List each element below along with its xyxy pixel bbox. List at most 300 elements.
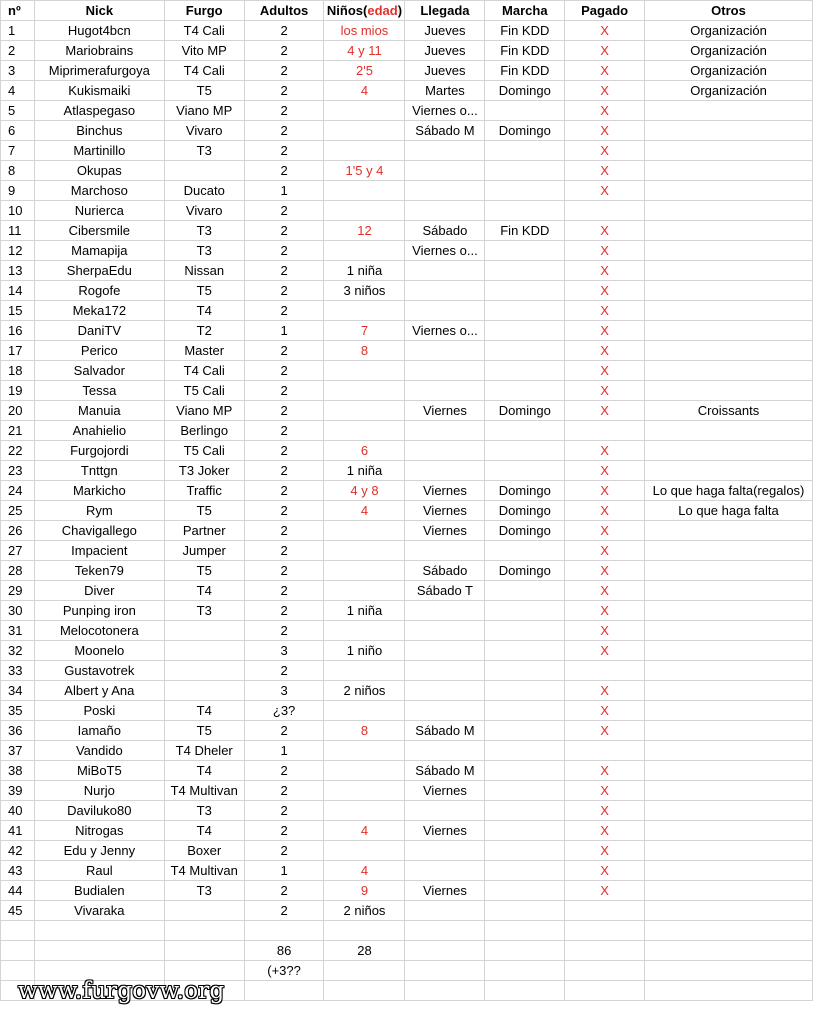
cell-llegada[interactable]: Viernes xyxy=(405,781,485,801)
cell-pagado[interactable]: X xyxy=(565,141,645,161)
cell-adultos[interactable]: 2 xyxy=(244,801,324,821)
cell-furgo[interactable] xyxy=(164,681,244,701)
cell-furgo[interactable]: T4 Multivan xyxy=(164,781,244,801)
cell-pagado[interactable]: X xyxy=(565,521,645,541)
cell-marcha[interactable] xyxy=(485,601,565,621)
cell-ninos[interactable] xyxy=(324,561,405,581)
cell-furgo[interactable]: T3 xyxy=(164,141,244,161)
cell-nick[interactable]: Daviluko80 xyxy=(34,801,164,821)
cell-furgo[interactable]: T5 xyxy=(164,501,244,521)
cell-marcha[interactable] xyxy=(485,181,565,201)
empty-cell[interactable] xyxy=(645,961,813,981)
cell-marcha[interactable]: Domingo xyxy=(485,521,565,541)
cell-pagado[interactable]: X xyxy=(565,881,645,901)
cell-ninos[interactable] xyxy=(324,761,405,781)
cell-marcha[interactable] xyxy=(485,381,565,401)
cell-ninos[interactable] xyxy=(324,421,405,441)
cell-pagado[interactable]: X xyxy=(565,701,645,721)
cell-num[interactable]: 7 xyxy=(1,141,35,161)
cell-adultos[interactable]: 2 xyxy=(244,821,324,841)
cell-ninos[interactable]: 1'5 y 4 xyxy=(324,161,405,181)
cell-nick[interactable]: Nurierca xyxy=(34,201,164,221)
cell-pagado[interactable] xyxy=(565,741,645,761)
cell-llegada[interactable] xyxy=(405,461,485,481)
cell-marcha[interactable] xyxy=(485,641,565,661)
cell-otros[interactable]: Organización xyxy=(645,41,813,61)
cell-marcha[interactable] xyxy=(485,821,565,841)
cell-pagado[interactable]: X xyxy=(565,841,645,861)
cell-adultos[interactable]: 2 xyxy=(244,401,324,421)
cell-adultos[interactable]: 1 xyxy=(244,321,324,341)
cell-num[interactable]: 18 xyxy=(1,361,35,381)
cell-otros[interactable]: Organización xyxy=(645,61,813,81)
cell-adultos[interactable]: 2 xyxy=(244,521,324,541)
cell-marcha[interactable] xyxy=(485,141,565,161)
cell-furgo[interactable]: T3 xyxy=(164,881,244,901)
cell-llegada[interactable] xyxy=(405,661,485,681)
cell-pagado[interactable]: X xyxy=(565,481,645,501)
cell-furgo[interactable]: T4 xyxy=(164,581,244,601)
cell-furgo[interactable]: Nissan xyxy=(164,261,244,281)
cell-num[interactable]: 14 xyxy=(1,281,35,301)
cell-adultos[interactable]: 2 xyxy=(244,361,324,381)
cell-nick[interactable]: Nitrogas xyxy=(34,821,164,841)
cell-otros[interactable] xyxy=(645,761,813,781)
cell-num[interactable]: 26 xyxy=(1,521,35,541)
cell-otros[interactable] xyxy=(645,521,813,541)
cell-pagado[interactable]: X xyxy=(565,561,645,581)
cell-otros[interactable] xyxy=(645,301,813,321)
cell-nick[interactable]: Mariobrains xyxy=(34,41,164,61)
empty-cell[interactable] xyxy=(164,941,244,961)
cell-otros[interactable] xyxy=(645,601,813,621)
cell-ninos[interactable]: 4 xyxy=(324,81,405,101)
cell-nick[interactable]: Cibersmile xyxy=(34,221,164,241)
cell-otros[interactable] xyxy=(645,681,813,701)
cell-pagado[interactable] xyxy=(565,201,645,221)
cell-marcha[interactable] xyxy=(485,781,565,801)
cell-nick[interactable]: Poski xyxy=(34,701,164,721)
empty-cell[interactable] xyxy=(324,921,405,941)
cell-furgo[interactable]: T5 xyxy=(164,81,244,101)
cell-adultos[interactable]: 1 xyxy=(244,181,324,201)
cell-ninos[interactable]: 12 xyxy=(324,221,405,241)
cell-otros[interactable]: Lo que haga falta xyxy=(645,501,813,521)
cell-pagado[interactable]: X xyxy=(565,381,645,401)
cell-pagado[interactable]: X xyxy=(565,721,645,741)
cell-num[interactable]: 24 xyxy=(1,481,35,501)
cell-num[interactable]: 15 xyxy=(1,301,35,321)
empty-cell[interactable] xyxy=(645,981,813,1001)
cell-llegada[interactable]: Viernes xyxy=(405,821,485,841)
cell-llegada[interactable] xyxy=(405,861,485,881)
cell-furgo[interactable]: T3 xyxy=(164,801,244,821)
cell-ninos[interactable]: 1 niño xyxy=(324,641,405,661)
cell-ninos[interactable] xyxy=(324,101,405,121)
cell-otros[interactable] xyxy=(645,141,813,161)
cell-num[interactable]: 32 xyxy=(1,641,35,661)
cell-nick[interactable]: Chavigallego xyxy=(34,521,164,541)
cell-ninos[interactable]: 4 y 11 xyxy=(324,41,405,61)
cell-marcha[interactable] xyxy=(485,201,565,221)
cell-adultos[interactable]: 2 xyxy=(244,301,324,321)
cell-llegada[interactable]: Viernes xyxy=(405,521,485,541)
cell-nick[interactable]: Meka172 xyxy=(34,301,164,321)
cell-pagado[interactable]: X xyxy=(565,441,645,461)
cell-pagado[interactable]: X xyxy=(565,601,645,621)
cell-nick[interactable]: Hugot4bcn xyxy=(34,21,164,41)
cell-ninos[interactable]: 9 xyxy=(324,881,405,901)
cell-llegada[interactable] xyxy=(405,141,485,161)
cell-furgo[interactable]: T3 xyxy=(164,221,244,241)
cell-marcha[interactable] xyxy=(485,361,565,381)
cell-adultos[interactable]: 2 xyxy=(244,261,324,281)
cell-furgo[interactable]: T3 xyxy=(164,241,244,261)
cell-llegada[interactable]: Sábado T xyxy=(405,581,485,601)
cell-ninos[interactable]: 2 niños xyxy=(324,681,405,701)
cell-nick[interactable]: Vivaraka xyxy=(34,901,164,921)
cell-furgo[interactable]: Vivaro xyxy=(164,121,244,141)
cell-nick[interactable]: Melocotonera xyxy=(34,621,164,641)
cell-pagado[interactable]: X xyxy=(565,281,645,301)
cell-pagado[interactable]: X xyxy=(565,321,645,341)
cell-ninos[interactable]: 2'5 xyxy=(324,61,405,81)
cell-adultos[interactable]: 1 xyxy=(244,861,324,881)
cell-adultos[interactable]: 2 xyxy=(244,541,324,561)
cell-llegada[interactable] xyxy=(405,341,485,361)
cell-num[interactable]: 13 xyxy=(1,261,35,281)
cell-marcha[interactable] xyxy=(485,281,565,301)
cell-pagado[interactable]: X xyxy=(565,641,645,661)
empty-cell[interactable] xyxy=(164,921,244,941)
cell-nick[interactable]: Furgojordi xyxy=(34,441,164,461)
cell-llegada[interactable]: Sábado xyxy=(405,221,485,241)
cell-llegada[interactable]: Viernes o... xyxy=(405,101,485,121)
cell-furgo[interactable]: Viano MP xyxy=(164,101,244,121)
cell-llegada[interactable] xyxy=(405,441,485,461)
cell-furgo[interactable]: T5 Cali xyxy=(164,381,244,401)
cell-nick[interactable]: Anahielio xyxy=(34,421,164,441)
cell-num[interactable]: 40 xyxy=(1,801,35,821)
empty-cell[interactable] xyxy=(405,921,485,941)
cell-otros[interactable] xyxy=(645,821,813,841)
cell-pagado[interactable]: X xyxy=(565,41,645,61)
empty-cell[interactable] xyxy=(565,941,645,961)
cell-marcha[interactable]: Domingo xyxy=(485,561,565,581)
cell-llegada[interactable]: Sábado M xyxy=(405,121,485,141)
cell-adultos[interactable]: 2 xyxy=(244,41,324,61)
cell-nick[interactable]: Impacient xyxy=(34,541,164,561)
cell-adultos[interactable]: 2 xyxy=(244,421,324,441)
cell-adultos[interactable]: 2 xyxy=(244,761,324,781)
total-ninos[interactable]: 28 xyxy=(324,941,405,961)
cell-marcha[interactable] xyxy=(485,101,565,121)
cell-ninos[interactable]: 2 niños xyxy=(324,901,405,921)
cell-otros[interactable] xyxy=(645,161,813,181)
cell-otros[interactable] xyxy=(645,181,813,201)
cell-num[interactable]: 5 xyxy=(1,101,35,121)
cell-llegada[interactable] xyxy=(405,281,485,301)
cell-adultos[interactable]: 2 xyxy=(244,501,324,521)
cell-llegada[interactable] xyxy=(405,681,485,701)
cell-llegada[interactable] xyxy=(405,181,485,201)
cell-marcha[interactable] xyxy=(485,241,565,261)
cell-llegada[interactable] xyxy=(405,361,485,381)
cell-furgo[interactable]: T2 xyxy=(164,321,244,341)
header-marcha[interactable]: Marcha xyxy=(485,1,565,21)
cell-ninos[interactable]: 8 xyxy=(324,721,405,741)
cell-nick[interactable]: Raul xyxy=(34,861,164,881)
cell-otros[interactable]: Croissants xyxy=(645,401,813,421)
cell-marcha[interactable] xyxy=(485,761,565,781)
header-ninos[interactable] xyxy=(324,1,405,21)
cell-llegada[interactable] xyxy=(405,161,485,181)
cell-llegada[interactable] xyxy=(405,641,485,661)
cell-nick[interactable]: Budialen xyxy=(34,881,164,901)
cell-otros[interactable] xyxy=(645,721,813,741)
cell-pagado[interactable] xyxy=(565,901,645,921)
cell-marcha[interactable]: Domingo xyxy=(485,501,565,521)
cell-nick[interactable]: Kukismaiki xyxy=(34,81,164,101)
cell-num[interactable]: 17 xyxy=(1,341,35,361)
cell-num[interactable]: 21 xyxy=(1,421,35,441)
empty-cell[interactable] xyxy=(485,921,565,941)
cell-llegada[interactable] xyxy=(405,741,485,761)
cell-adultos[interactable]: 1 xyxy=(244,741,324,761)
cell-llegada[interactable]: Jueves xyxy=(405,41,485,61)
cell-ninos[interactable] xyxy=(324,401,405,421)
cell-ninos[interactable] xyxy=(324,581,405,601)
cell-adultos[interactable]: 2 xyxy=(244,61,324,81)
cell-nick[interactable]: Diver xyxy=(34,581,164,601)
cell-adultos[interactable]: 2 xyxy=(244,341,324,361)
cell-ninos[interactable] xyxy=(324,241,405,261)
cell-furgo[interactable]: T4 Cali xyxy=(164,21,244,41)
cell-furgo[interactable]: Vito MP xyxy=(164,41,244,61)
cell-otros[interactable] xyxy=(645,241,813,261)
cell-pagado[interactable]: X xyxy=(565,461,645,481)
cell-nick[interactable]: Perico xyxy=(34,341,164,361)
cell-marcha[interactable] xyxy=(485,321,565,341)
cell-marcha[interactable] xyxy=(485,901,565,921)
cell-nick[interactable]: Edu y Jenny xyxy=(34,841,164,861)
cell-marcha[interactable] xyxy=(485,541,565,561)
cell-num[interactable]: 41 xyxy=(1,821,35,841)
cell-marcha[interactable] xyxy=(485,621,565,641)
cell-ninos[interactable] xyxy=(324,181,405,201)
cell-marcha[interactable] xyxy=(485,301,565,321)
cell-ninos[interactable] xyxy=(324,201,405,221)
cell-ninos[interactable] xyxy=(324,541,405,561)
empty-cell[interactable] xyxy=(485,941,565,961)
cell-num[interactable]: 23 xyxy=(1,461,35,481)
cell-ninos[interactable] xyxy=(324,781,405,801)
cell-nick[interactable]: Iamaño xyxy=(34,721,164,741)
cell-pagado[interactable]: X xyxy=(565,761,645,781)
cell-num[interactable]: 43 xyxy=(1,861,35,881)
cell-marcha[interactable]: Domingo xyxy=(485,81,565,101)
cell-pagado[interactable]: X xyxy=(565,241,645,261)
cell-adultos[interactable]: 2 xyxy=(244,781,324,801)
cell-llegada[interactable]: Sábado M xyxy=(405,761,485,781)
cell-pagado[interactable]: X xyxy=(565,401,645,421)
cell-adultos[interactable]: 2 xyxy=(244,841,324,861)
cell-pagado[interactable]: X xyxy=(565,101,645,121)
cell-furgo[interactable]: Viano MP xyxy=(164,401,244,421)
cell-pagado[interactable]: X xyxy=(565,581,645,601)
cell-ninos[interactable]: 3 niños xyxy=(324,281,405,301)
empty-cell[interactable] xyxy=(34,941,164,961)
cell-nick[interactable]: Vandido xyxy=(34,741,164,761)
cell-marcha[interactable]: Domingo xyxy=(485,401,565,421)
cell-adultos[interactable]: 2 xyxy=(244,21,324,41)
cell-otros[interactable] xyxy=(645,281,813,301)
cell-num[interactable]: 37 xyxy=(1,741,35,761)
cell-ninos[interactable]: 4 xyxy=(324,861,405,881)
cell-adultos[interactable]: 2 xyxy=(244,161,324,181)
cell-nick[interactable]: Markicho xyxy=(34,481,164,501)
cell-marcha[interactable] xyxy=(485,701,565,721)
cell-furgo[interactable]: T4 xyxy=(164,301,244,321)
cell-num[interactable]: 22 xyxy=(1,441,35,461)
header-llegada[interactable]: Llegada xyxy=(405,1,485,21)
cell-llegada[interactable]: Sábado M xyxy=(405,721,485,741)
cell-otros[interactable] xyxy=(645,441,813,461)
cell-otros[interactable] xyxy=(645,781,813,801)
cell-nick[interactable]: Martinillo xyxy=(34,141,164,161)
cell-llegada[interactable]: Viernes xyxy=(405,501,485,521)
cell-marcha[interactable] xyxy=(485,881,565,901)
cell-ninos[interactable]: 7 xyxy=(324,321,405,341)
cell-marcha[interactable]: Fin KDD xyxy=(485,21,565,41)
cell-adultos[interactable]: 2 xyxy=(244,461,324,481)
cell-ninos[interactable] xyxy=(324,741,405,761)
cell-adultos[interactable]: 2 xyxy=(244,241,324,261)
cell-furgo[interactable] xyxy=(164,641,244,661)
cell-otros[interactable] xyxy=(645,421,813,441)
cell-nick[interactable]: Binchus xyxy=(34,121,164,141)
cell-marcha[interactable] xyxy=(485,341,565,361)
cell-marcha[interactable] xyxy=(485,681,565,701)
cell-num[interactable]: 19 xyxy=(1,381,35,401)
cell-pagado[interactable]: X xyxy=(565,681,645,701)
cell-adultos[interactable]: 2 xyxy=(244,721,324,741)
cell-otros[interactable] xyxy=(645,561,813,581)
cell-furgo[interactable] xyxy=(164,161,244,181)
header-num[interactable]: nº xyxy=(1,1,35,21)
empty-cell[interactable] xyxy=(34,921,164,941)
cell-llegada[interactable]: Jueves xyxy=(405,61,485,81)
cell-marcha[interactable] xyxy=(485,841,565,861)
cell-nick[interactable]: Rogofe xyxy=(34,281,164,301)
cell-num[interactable]: 4 xyxy=(1,81,35,101)
cell-otros[interactable] xyxy=(645,701,813,721)
cell-ninos[interactable] xyxy=(324,621,405,641)
cell-pagado[interactable]: X xyxy=(565,501,645,521)
cell-otros[interactable] xyxy=(645,841,813,861)
cell-marcha[interactable]: Domingo xyxy=(485,481,565,501)
cell-marcha[interactable]: Fin KDD xyxy=(485,61,565,81)
cell-ninos[interactable] xyxy=(324,141,405,161)
empty-cell[interactable] xyxy=(324,961,405,981)
cell-nick[interactable]: Okupas xyxy=(34,161,164,181)
cell-otros[interactable] xyxy=(645,201,813,221)
cell-otros[interactable] xyxy=(645,361,813,381)
cell-marcha[interactable] xyxy=(485,661,565,681)
cell-marcha[interactable] xyxy=(485,161,565,181)
cell-num[interactable]: 33 xyxy=(1,661,35,681)
cell-adultos[interactable]: 2 xyxy=(244,381,324,401)
cell-otros[interactable] xyxy=(645,641,813,661)
cell-llegada[interactable]: Viernes xyxy=(405,401,485,421)
cell-adultos[interactable]: 2 xyxy=(244,141,324,161)
cell-adultos[interactable]: 2 xyxy=(244,281,324,301)
cell-llegada[interactable] xyxy=(405,901,485,921)
cell-ninos[interactable]: 1 niña xyxy=(324,261,405,281)
cell-ninos[interactable] xyxy=(324,801,405,821)
cell-furgo[interactable]: T4 Cali xyxy=(164,61,244,81)
cell-pagado[interactable]: X xyxy=(565,861,645,881)
cell-nick[interactable]: Manuia xyxy=(34,401,164,421)
total-adultos-note[interactable]: (+3?? xyxy=(244,961,324,981)
cell-llegada[interactable] xyxy=(405,301,485,321)
empty-cell[interactable] xyxy=(565,961,645,981)
cell-furgo[interactable]: T4 Dheler xyxy=(164,741,244,761)
cell-pagado[interactable]: X xyxy=(565,301,645,321)
cell-otros[interactable] xyxy=(645,901,813,921)
cell-furgo[interactable]: Jumper xyxy=(164,541,244,561)
cell-furgo[interactable]: T4 xyxy=(164,761,244,781)
cell-otros[interactable] xyxy=(645,861,813,881)
cell-adultos[interactable]: 2 xyxy=(244,661,324,681)
cell-llegada[interactable] xyxy=(405,841,485,861)
cell-pagado[interactable]: X xyxy=(565,541,645,561)
cell-num[interactable]: 42 xyxy=(1,841,35,861)
cell-marcha[interactable] xyxy=(485,741,565,761)
cell-nick[interactable]: Nurjo xyxy=(34,781,164,801)
cell-pagado[interactable]: X xyxy=(565,181,645,201)
empty-cell[interactable] xyxy=(405,941,485,961)
cell-adultos[interactable]: 2 xyxy=(244,221,324,241)
cell-adultos[interactable]: 2 xyxy=(244,581,324,601)
cell-num[interactable]: 11 xyxy=(1,221,35,241)
cell-adultos[interactable]: 2 xyxy=(244,881,324,901)
cell-ninos[interactable]: 6 xyxy=(324,441,405,461)
empty-cell[interactable] xyxy=(565,981,645,1001)
cell-furgo[interactable]: Master xyxy=(164,341,244,361)
cell-furgo[interactable]: Boxer xyxy=(164,841,244,861)
cell-nick[interactable]: SherpaEdu xyxy=(34,261,164,281)
cell-num[interactable]: 3 xyxy=(1,61,35,81)
cell-num[interactable]: 28 xyxy=(1,561,35,581)
cell-furgo[interactable]: T4 Cali xyxy=(164,361,244,381)
cell-otros[interactable] xyxy=(645,801,813,821)
cell-llegada[interactable]: Jueves xyxy=(405,21,485,41)
cell-pagado[interactable]: X xyxy=(565,221,645,241)
cell-furgo[interactable]: Berlingo xyxy=(164,421,244,441)
cell-num[interactable]: 30 xyxy=(1,601,35,621)
cell-adultos[interactable]: 3 xyxy=(244,681,324,701)
cell-nick[interactable]: Marchoso xyxy=(34,181,164,201)
cell-furgo[interactable]: T5 xyxy=(164,721,244,741)
cell-ninos[interactable]: 4 xyxy=(324,501,405,521)
empty-cell[interactable] xyxy=(244,981,324,1001)
cell-marcha[interactable] xyxy=(485,861,565,881)
cell-otros[interactable] xyxy=(645,221,813,241)
cell-pagado[interactable] xyxy=(565,421,645,441)
cell-otros[interactable] xyxy=(645,881,813,901)
cell-num[interactable]: 12 xyxy=(1,241,35,261)
